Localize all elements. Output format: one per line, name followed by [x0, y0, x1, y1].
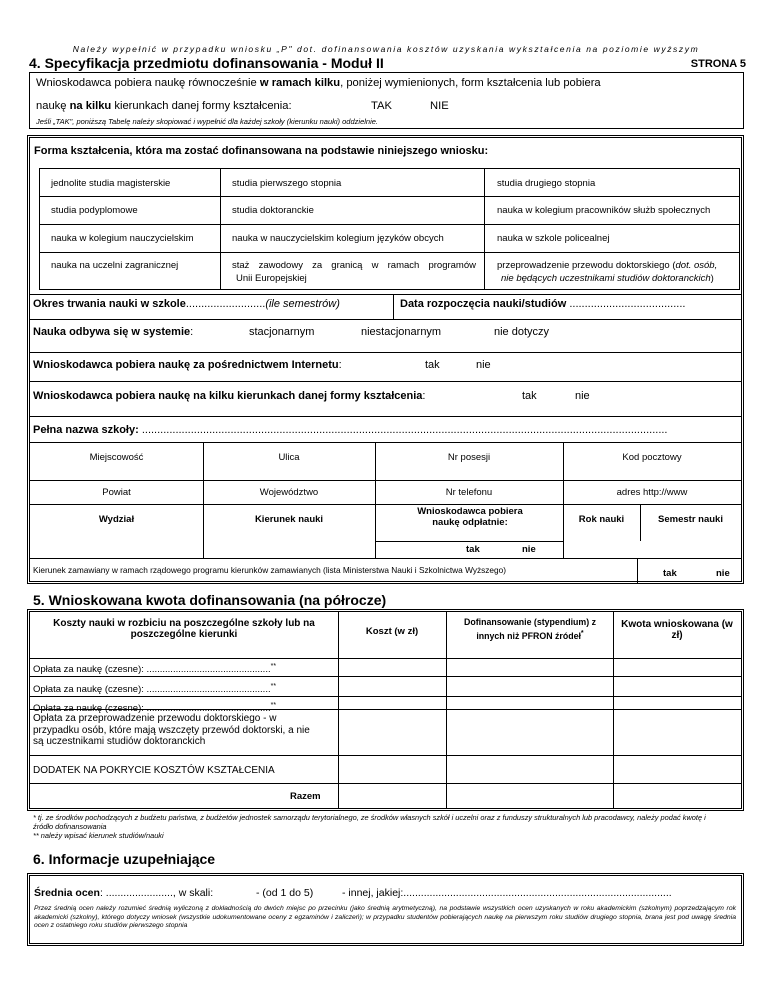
przewod-text: przeprowadzenie przewodu doktorskiego (: [497, 260, 676, 271]
forma-option[interactable]: nauka w kolegium pracowników służb społecznych: [497, 205, 711, 216]
oplata-label: Opłata za naukę (czesne):: [33, 664, 147, 676]
srednia-field[interactable]: : ......................., w skali:: [99, 887, 214, 899]
forma-option[interactable]: nauka na uczelni zagranicznej: [51, 260, 179, 271]
oplata-label: Opłata za naukę (czesne):: [33, 684, 147, 696]
dodatek-row: DODATEK NA POKRYCIE KOSZTÓW KSZTAŁCENIA: [33, 765, 275, 776]
kierunek-zamawiany-label: Kierunek zamawiany w ramach rządowego programu kierunków zamawianych (lista Ministerstwa Nauki i Szkolnictwa Wyższego): [33, 565, 507, 575]
internet-nie[interactable]: nie: [476, 359, 491, 371]
kierunki-nie[interactable]: nie: [575, 390, 590, 402]
dofinansowanie-text: Dofinansowanie (stypendium) z innych niż PFRON źródeł: [464, 617, 596, 641]
odplatnie-label: Wnioskodawca pobiera naukę odpłatnie:: [417, 506, 523, 528]
intro-text: Wnioskodawca pobiera naukę równocześnie: [36, 77, 260, 89]
system-row: [33, 326, 193, 338]
header-note: Należy wypełnić w przypadku wniosku „P" dot. dofinansowania kosztów uzyskania wykształcenia na poziomie wyższym: [72, 44, 700, 54]
data-field[interactable]: ......................................: [569, 298, 686, 310]
rok-nauki-label: Rok nauki: [578, 514, 625, 525]
wojewodztwo-label: Województwo: [259, 487, 319, 498]
skala-inna-field[interactable]: ............................................................................................: [403, 887, 672, 899]
forma-option[interactable]: studia pierwszego stopnia: [232, 178, 342, 189]
forma-option[interactable]: jednolite studia magisterskie: [51, 178, 171, 189]
forma-title: Forma kształcenia, która ma zostać dofinansowana na podstawie niniejszego wniosku:: [34, 145, 489, 157]
footnote-mark: **: [270, 683, 277, 690]
adres-www-label: adres http://www: [616, 487, 688, 498]
intro-nie-option[interactable]: NIE: [430, 100, 449, 112]
kierunki-label: Wnioskodawca pobiera naukę na kilku kierunkach danej formy kształcenia: [33, 390, 423, 402]
internet-row: [33, 359, 342, 371]
internet-tak[interactable]: tak: [425, 359, 440, 371]
internet-colon: :: [338, 359, 342, 371]
skala-inna-row: [342, 887, 740, 899]
zamawiany-nie[interactable]: nie: [716, 568, 730, 579]
system-colon: :: [190, 326, 194, 338]
forma-option[interactable]: studia doktoranckie: [232, 205, 314, 216]
data-label: Data rozpoczęcia nauki/studiów: [400, 298, 567, 310]
page-number: STRONA 5: [690, 58, 746, 70]
intro-text: kierunkach danej formy kształcenia:: [111, 100, 292, 112]
forma-option[interactable]: nauka w szkole policealnej: [497, 233, 610, 244]
odplatnie-tak[interactable]: tak: [466, 544, 480, 555]
staz-line: staż zawodowy za granicą w ramach programów: [232, 260, 476, 271]
forma-option[interactable]: studia drugiego stopnia: [497, 178, 596, 189]
forma-option-przewod[interactable]: [497, 260, 735, 284]
srednia-row: [34, 887, 213, 899]
footnote-mark: *: [580, 630, 584, 637]
zamawiany-tak[interactable]: tak: [663, 568, 677, 579]
przewod-doktorski-row: Opłata za przeprowadzenie przewodu doktorskiego - w przypadku osób, które mają wszczęty przewód doktorski, a nie są uczestnikami studiów doktoranckich: [33, 713, 310, 747]
intro-line2: [36, 100, 292, 112]
oplata-row[interactable]: [33, 681, 276, 695]
system-stacjonarny[interactable]: stacjonarnym: [249, 326, 315, 338]
kierunki-colon: :: [422, 390, 426, 402]
srednia-label: Średnia ocen: [34, 887, 100, 899]
nr-posesji-label: Nr posesji: [447, 452, 491, 463]
kierunki-row: [33, 390, 425, 402]
data-rozpoczecia-row: [400, 298, 685, 310]
forma-option[interactable]: nauka w nauczycielskim kolegium języków obcych: [232, 233, 444, 244]
staz-line: Unii Europejskiej: [236, 273, 307, 284]
section-6-title: 6. Informacje uzupełniające: [33, 851, 216, 867]
szkola-field[interactable]: ............................................................................................................................................................................: [141, 424, 668, 436]
footnote-mark: **: [270, 663, 277, 670]
internet-label: Wnioskodawca pobiera naukę za pośrednictwem Internetu: [33, 359, 339, 371]
intro-line1: [36, 77, 742, 89]
skala-inna-option[interactable]: - innej, jakiej:: [342, 887, 404, 899]
section-5-title: 5. Wnioskowana kwota dofinansowania (na półrocze): [33, 592, 387, 608]
kwota-wnioskowana-header: Kwota wnioskowana (w zł): [621, 619, 733, 641]
szkola-label: Pełna nazwa szkoły:: [33, 424, 142, 436]
section-4-title: 4. Specyfikacja przedmiotu dofinansowania - Moduł II: [29, 55, 384, 71]
przewod-line: [497, 260, 735, 271]
przewod-italic: nie będących uczestnikami studiów doktoranckich: [501, 273, 711, 284]
intro-text: naukę: [36, 100, 70, 112]
intro-bold: w ramach kilku: [259, 77, 341, 89]
ulica-label: Ulica: [278, 452, 300, 463]
system-nie-dotyczy[interactable]: nie dotyczy: [494, 326, 550, 338]
okres-label: Okres trwania nauki w szkole: [33, 298, 186, 310]
forma-option-staz[interactable]: [232, 260, 476, 284]
footnote-2: ** należy wpisać kierunek studiów/nauki: [33, 831, 164, 840]
przewod-text: ): [710, 273, 714, 284]
przewod-line: [497, 273, 735, 284]
forma-option[interactable]: nauka w kolegium nauczycielskim: [51, 233, 194, 244]
kierunki-tak[interactable]: tak: [522, 390, 537, 402]
okres-unit: (ile semestrów): [265, 298, 340, 310]
intro-tak-option[interactable]: TAK: [371, 100, 392, 112]
kod-pocztowy-label: Kod pocztowy: [622, 452, 682, 463]
oplata-label: Opłata za naukę (czesne):: [33, 703, 147, 715]
miejscowosc-label: Miejscowość: [89, 452, 144, 463]
oplata-field[interactable]: ...............................................: [146, 664, 271, 676]
odplatnie-nie[interactable]: nie: [522, 544, 536, 555]
system-niestacjonarny[interactable]: niestacjonarnym: [361, 326, 442, 338]
koszty-nauki-header: Koszty nauki w rozbiciu na poszczególne szkoły lub na poszczególne kierunki: [53, 618, 315, 640]
oplata-field[interactable]: ...............................................: [146, 703, 271, 715]
kierunek-nauki-label: Kierunek nauki: [254, 514, 324, 525]
koszt-header: Koszt (w zł): [365, 626, 419, 637]
razem-label: Razem: [290, 791, 321, 802]
semestr-nauki-label: Semestr nauki: [658, 514, 723, 525]
okres-row: [33, 298, 340, 310]
footnote-1: * tj. ze środków pochodzących z budżetu państwa, z budżetów jednostek samorządu terytorialnego, ze środków własnych szkół i uczelni oraz z funduszy strukturalnych lub pracodawcy, należy podać kwotę i źródło dofinansowania: [33, 813, 706, 831]
wydzial-label: Wydział: [98, 514, 135, 525]
system-label: Nauka odbywa się w systemie: [33, 326, 191, 338]
powiat-label: Powiat: [102, 487, 131, 498]
okres-field[interactable]: ..........................: [185, 298, 266, 310]
oplata-field[interactable]: ...............................................: [146, 684, 271, 696]
nr-telefonu-label: Nr telefonu: [445, 487, 493, 498]
intro-text: , poniżej wymienionych, form kształcenia lub pobiera: [340, 77, 601, 89]
srednia-note: Przez średnią ocen należy rozumieć średnią wyliczoną z dokładnością do dwóch miejsc po przecinku (jako średnią arytmetyczną), na podstawie wszystkich ocen uzyskanych w roku akademickim (szkolnym) poprzedzającym rok akademicki (szkolny), którego dotyczy wniosek (wszystkie udokumentowane oceny z egzaminów i zaliczeń); w przypadku studentów pobierających naukę na pierwszym roku studiów drugiego stopnia, brana jest pod uwagę średnia ocen z ostatniego roku studiów pierwszego stopnia: [34, 905, 736, 930]
intro-bold: na kilku: [69, 100, 112, 112]
skala-1-5-option[interactable]: - (od 1 do 5): [256, 887, 314, 899]
oplata-row[interactable]: [33, 661, 276, 675]
forma-option[interactable]: studia podyplomowe: [51, 205, 138, 216]
footnote-mark: **: [270, 702, 277, 709]
intro-note: Jeśli „TAK", poniższą Tabelę należy skopiować i wypełnić dla każdej szkoły (kierunku nauki) oddzielnie.: [36, 117, 378, 126]
szkola-row: [33, 424, 741, 436]
dofinansowanie-header: [450, 617, 610, 642]
przewod-italic: dot. osób,: [675, 260, 718, 271]
